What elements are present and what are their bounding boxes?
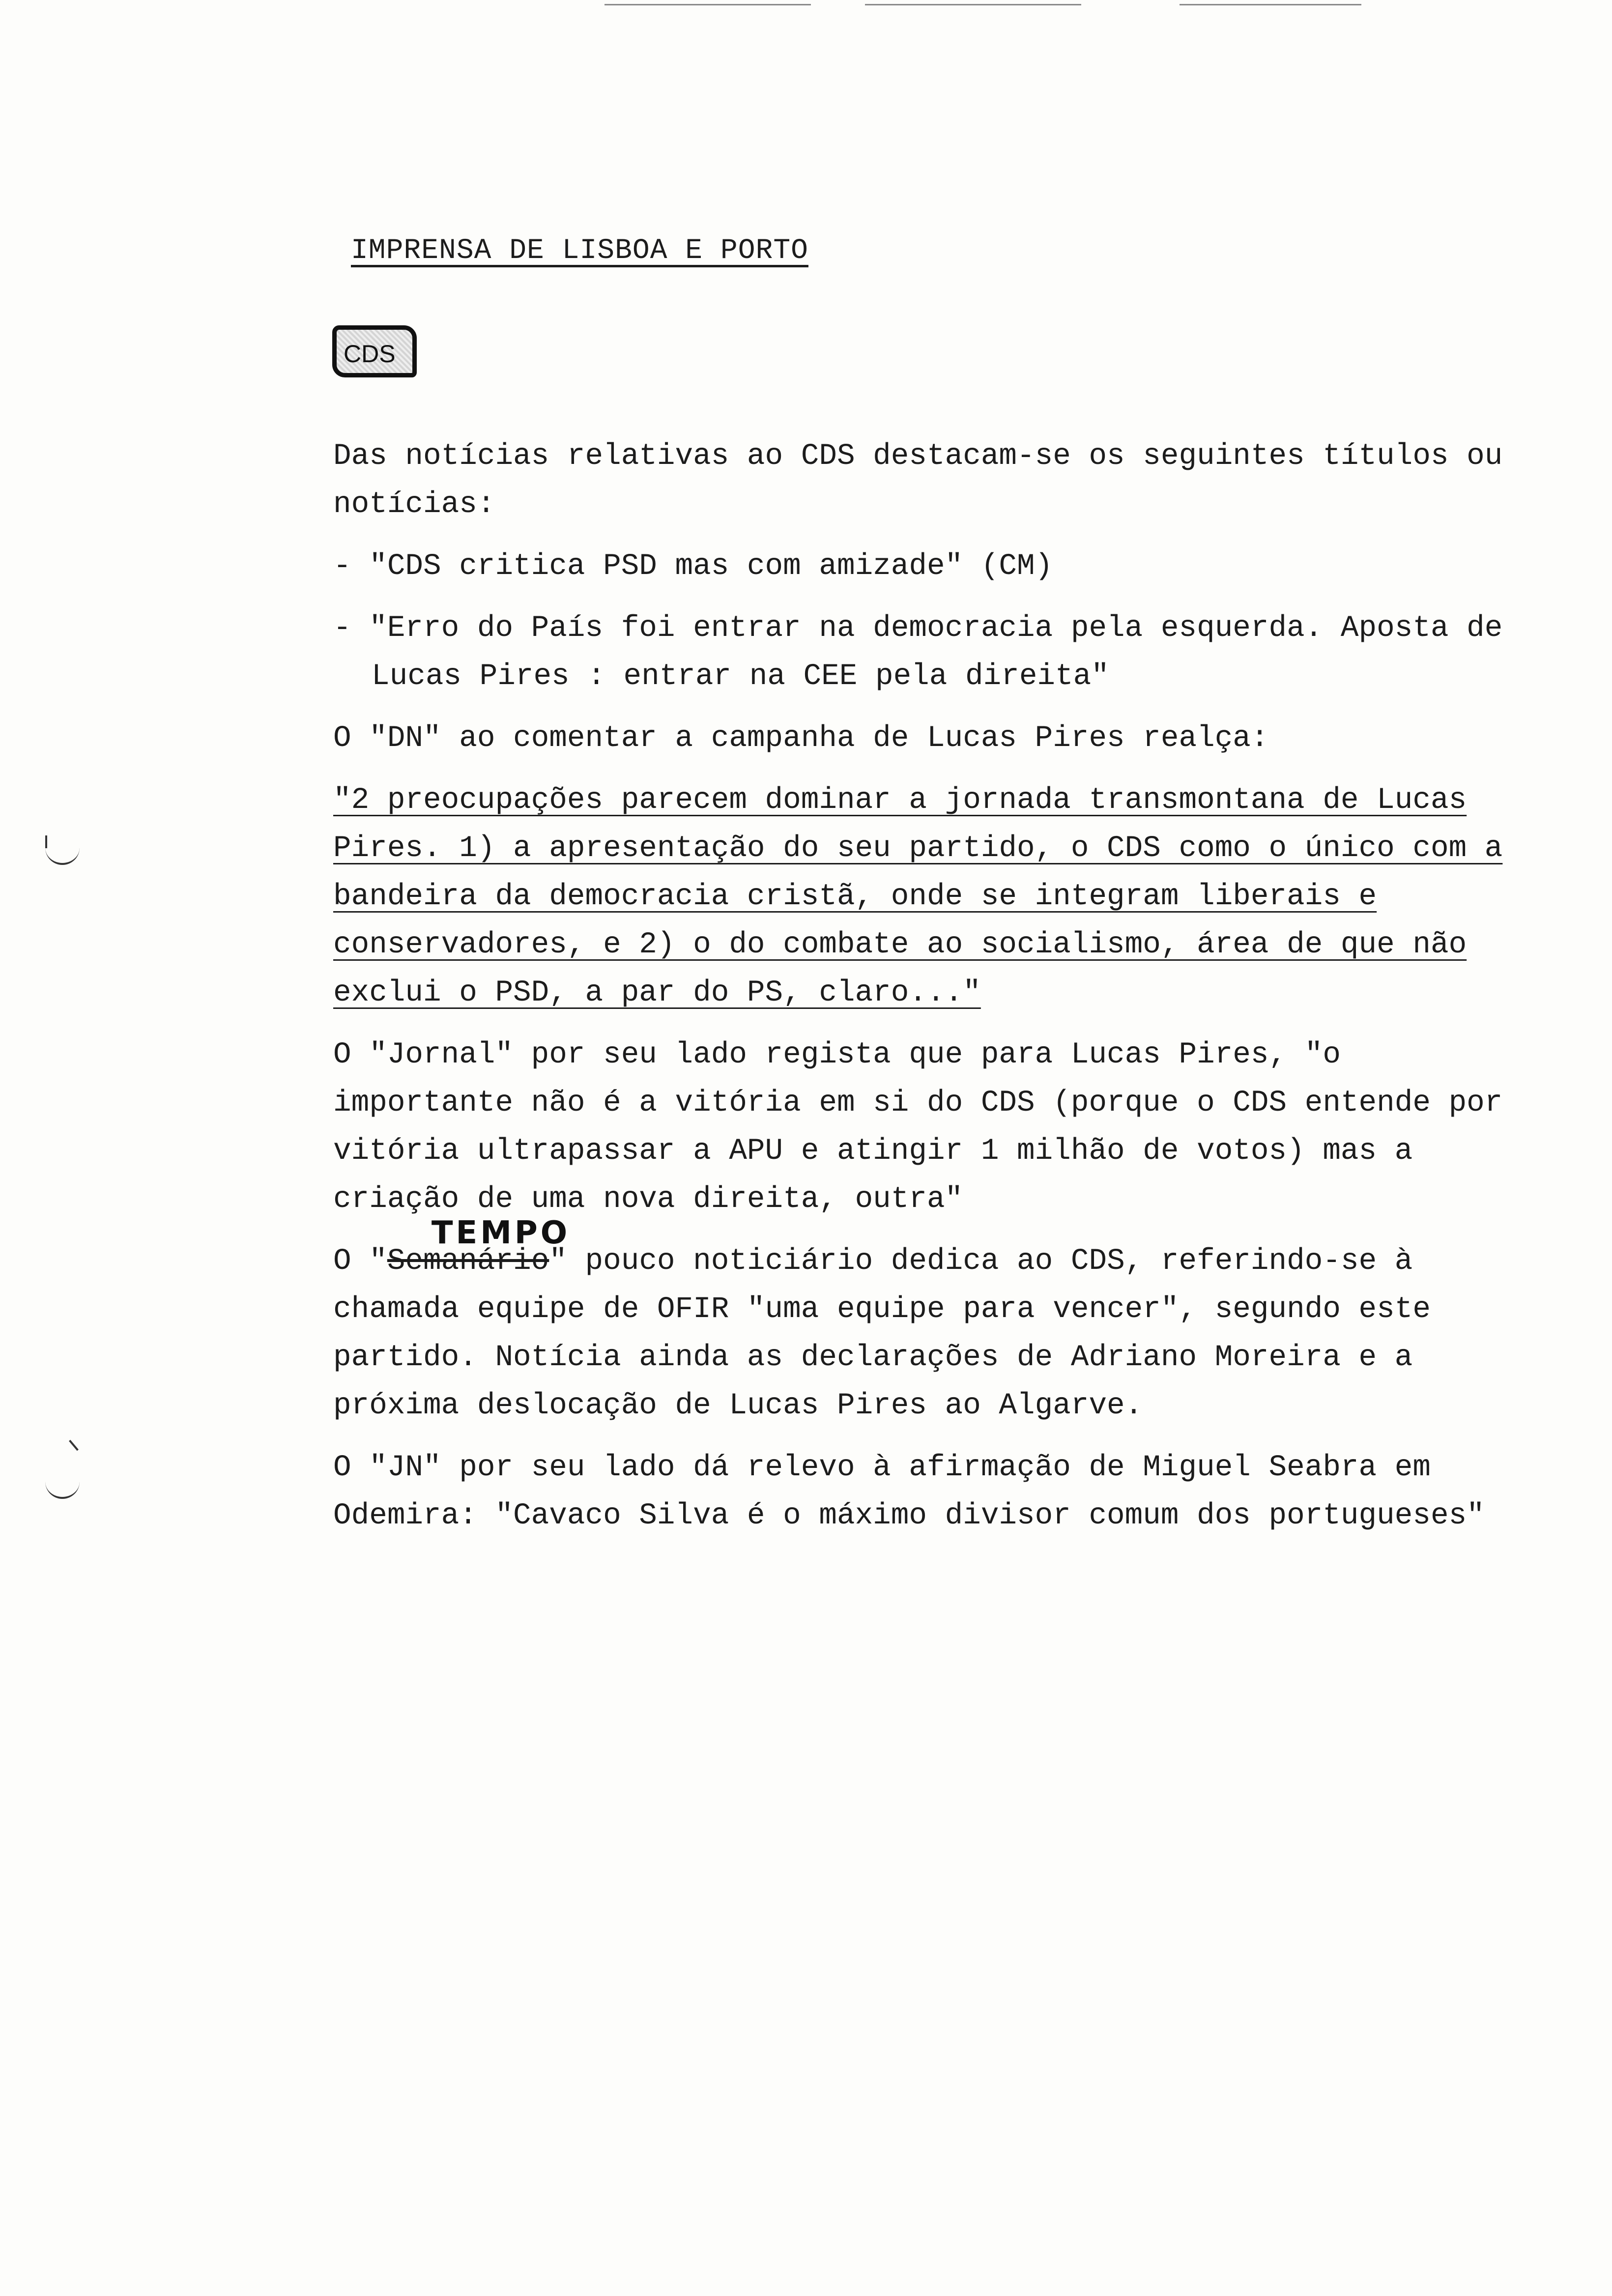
jornal-paragraph: O "Jornal" por seu lado regista que para Lucas Pires, "o importante não é a vitória em si do CDS (porque o CDS entende por vitória ultrapassar a APU e atingir 1 milhão de votos) mas a criação de uma nova direita, outra" (333, 1038, 1503, 1216)
margin-hole-mark (45, 1479, 80, 1499)
scan-artifact-line (1180, 4, 1361, 5)
jn-paragraph: O "JN" por seu lado dá relevo à afirmação de Miguel Seabra em Odemira: "Cavaco Silva é o máximo divisor comum dos portugueses" (333, 1451, 1485, 1533)
headline-item: - "CDS critica PSD mas com amizade" (CM) (333, 549, 1053, 583)
dn-intro-paragraph: O "DN" ao comentar a campanha de Lucas Pires realça: (333, 721, 1269, 755)
headline-item: - "Erro do País foi entrar na democracia pela esquerda. Aposta de Lucas Pires : entrar na CEE pela direita" (333, 611, 1503, 693)
intro-paragraph: Das notícias relativas ao CDS destacam-se os seguintes títulos ou notícias: (333, 439, 1503, 521)
scan-artifact-line (604, 4, 811, 5)
semanario-prefix: O " (333, 1244, 387, 1278)
struck-word-text: Semanário (387, 1244, 549, 1278)
struck-word (387, 1215, 571, 1278)
handwritten-correction: TEMPO (431, 1215, 571, 1251)
document-body (333, 432, 1503, 1554)
semanario-rest: " pouco noticiário dedica ao CDS, referindo-se à chamada equipe de OFIR "uma equipe para vencer", segundo este partido. Notícia ainda as declarações de Adriano Moreira e a próxima deslocação de Lucas Pires ao Algarve. (333, 1244, 1431, 1423)
margin-hole-mark (45, 845, 80, 865)
margin-tick-mark (69, 1440, 79, 1451)
semanario-paragraph (333, 1215, 1503, 1430)
cds-stamp (332, 325, 417, 377)
scan-artifact-line (865, 4, 1081, 5)
dn-quote-paragraph (333, 776, 1503, 1017)
underlined-quote: "2 preocupações parecem dominar a jornada transmontana de Lucas Pires. 1) a apresentação do seu partido, o CDS como o único com a bandeira da democracia cristã, onde se integram liberais e conservadores, e 2) o do combate ao socialismo, área de que não exclui o PSD, a par do PS, claro..." (333, 783, 1503, 1010)
stamp-label: CDS (344, 340, 396, 368)
page-heading: IMPRENSA DE LISBOA E PORTO (351, 235, 808, 267)
